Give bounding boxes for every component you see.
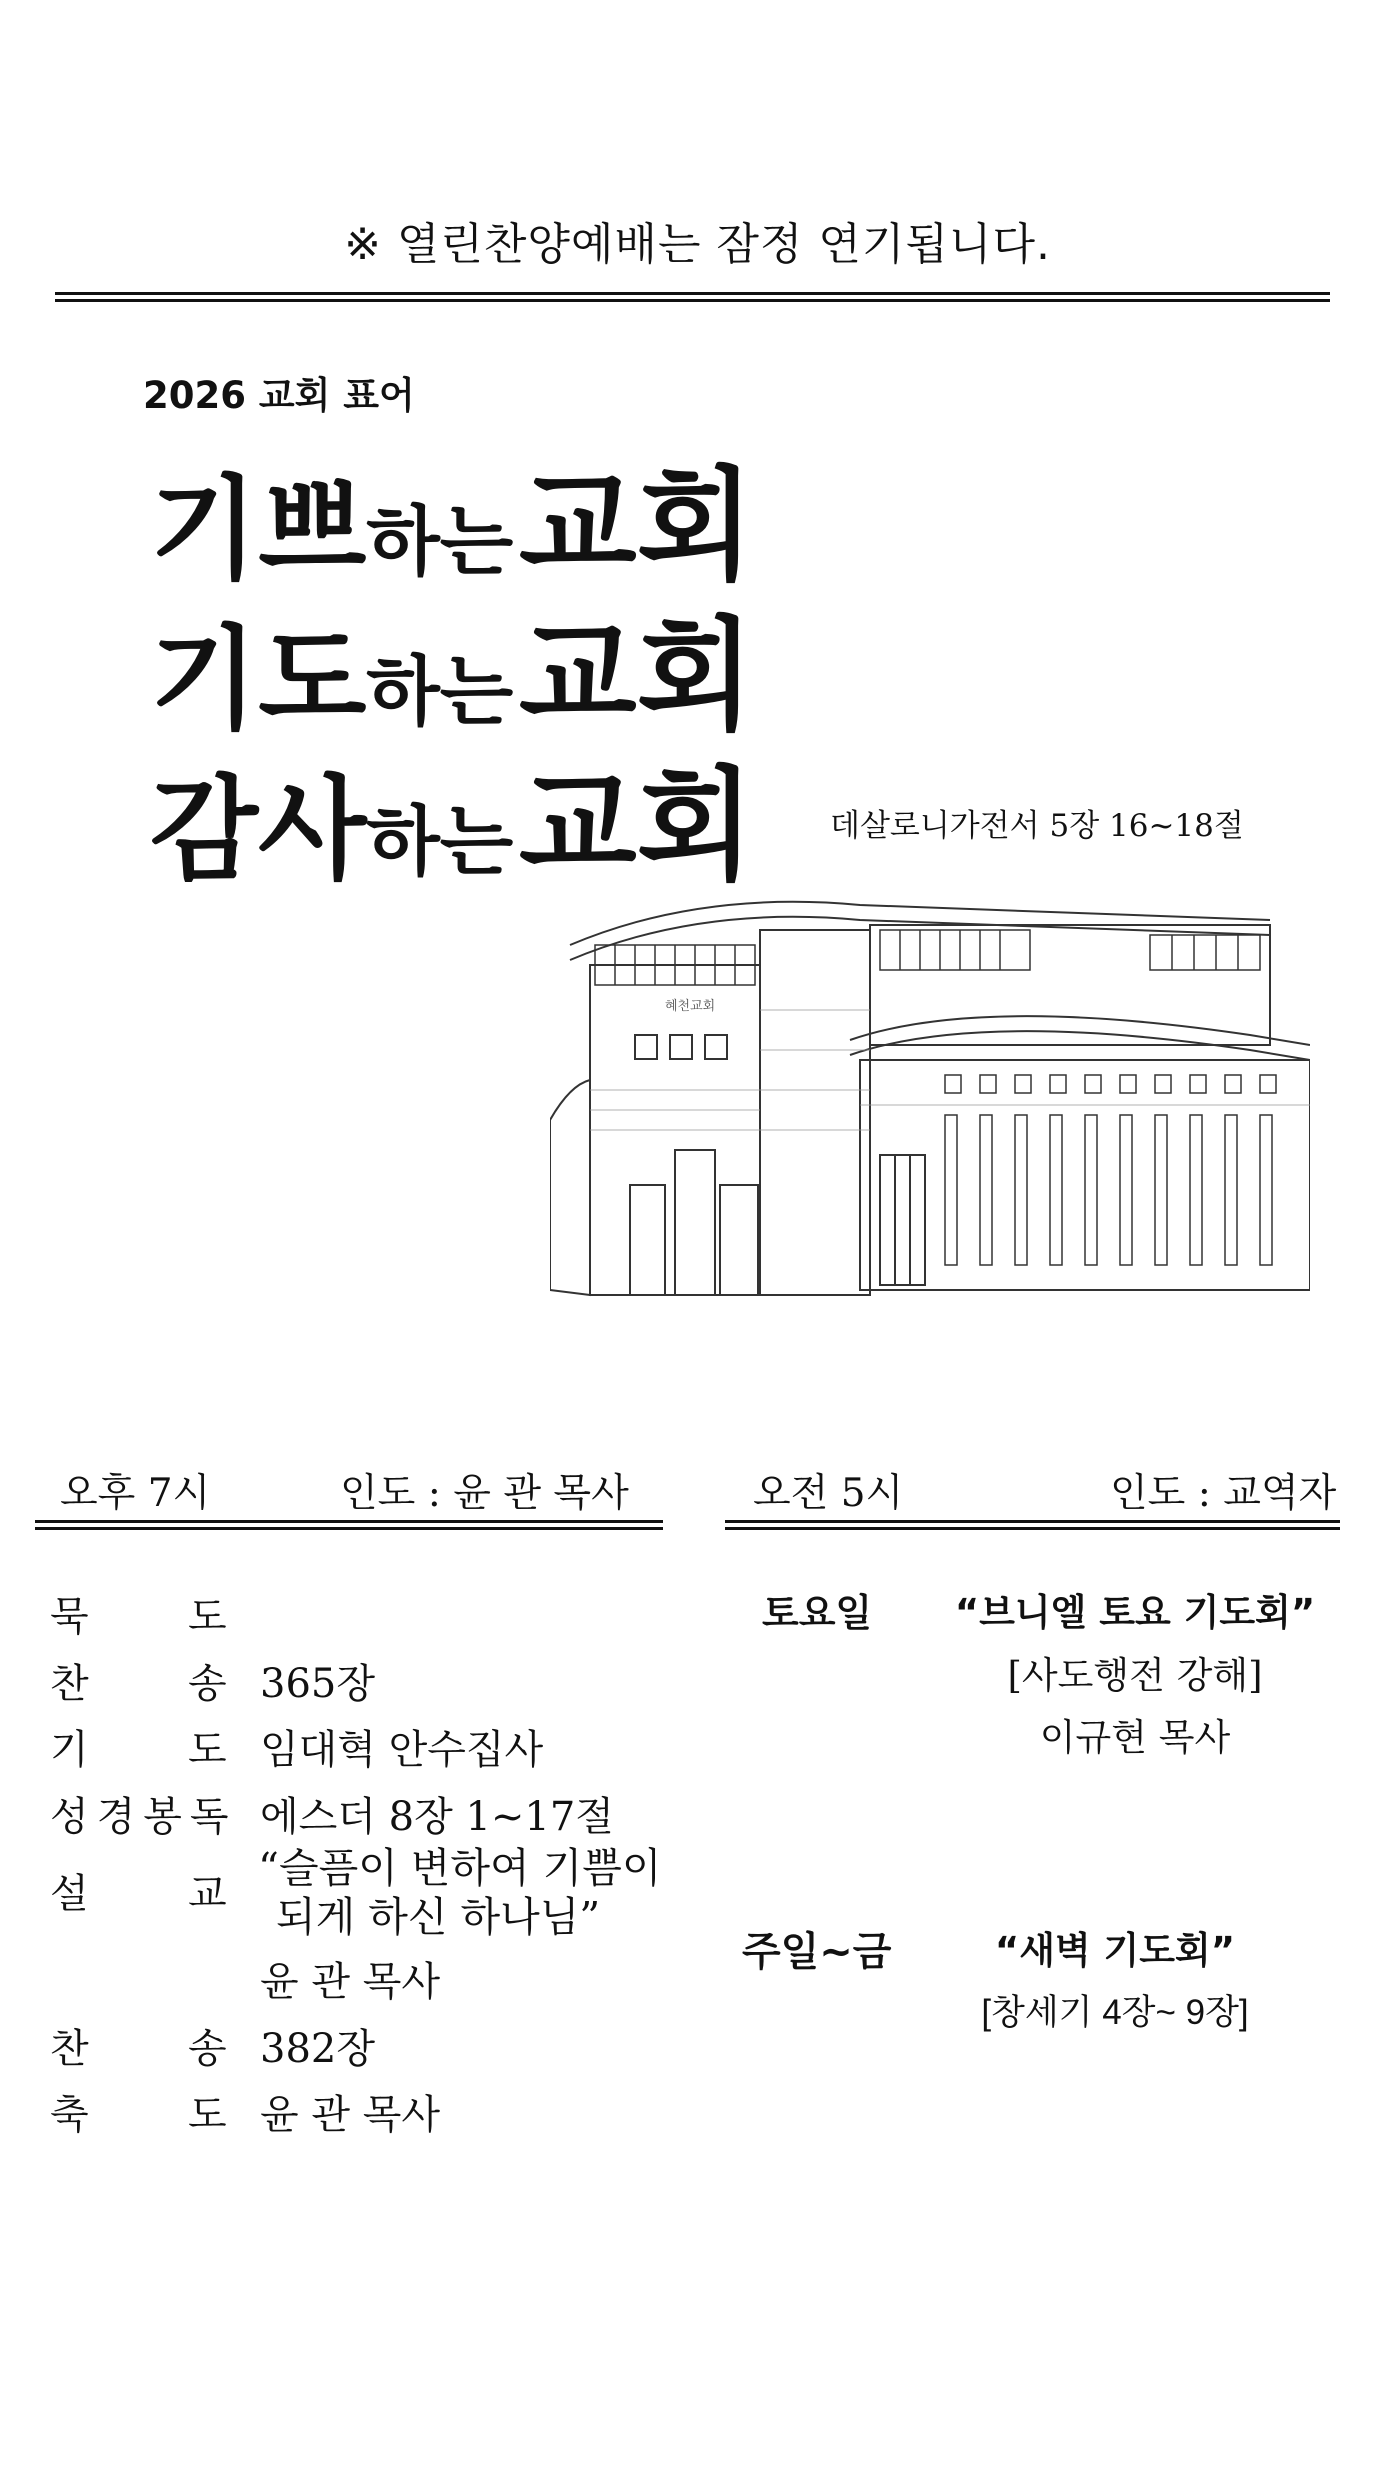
morning-divider <box>725 1520 1340 1523</box>
saturday-title: “브니엘 토요 기도회” <box>954 1591 1316 1634</box>
label-char: 교 <box>188 1871 227 1917</box>
weekday-label: 주일~금 <box>742 1929 892 1975</box>
label-char: 설 <box>50 1871 89 1917</box>
morning-leader: 인도 : 교역자 <box>1110 1471 1337 1516</box>
saturday-label: 토요일 <box>762 1591 873 1635</box>
motto-word: 교회 <box>518 453 755 597</box>
motto-word: 감사 <box>150 764 367 895</box>
order-label-prayer <box>50 1718 89 1775</box>
order-label-prayer-end <box>188 1718 227 1775</box>
order-label-scripture <box>50 1785 229 1842</box>
order-label-sermon <box>50 1862 89 1919</box>
order-label-hymn-2-end <box>188 2017 227 2074</box>
order-value-prayer: 임대혁 안수집사 <box>260 1727 544 1773</box>
label-char: 도 <box>188 1727 227 1773</box>
motto-word: 기도 <box>150 614 367 745</box>
motto-year-label: 2026 교회 표어 <box>143 374 415 417</box>
label-char: 성 <box>50 1794 89 1840</box>
order-value-sermon-title: “슬픔이 변하여 기쁨이 <box>258 1844 662 1892</box>
motto-word: 교회 <box>518 753 755 897</box>
motto-verse: 데살로니가전서 5장 16~18절 <box>830 808 1244 844</box>
order-label-sermon-end <box>188 1862 227 1919</box>
church-illustration <box>550 890 1310 1310</box>
top-divider-2 <box>55 299 1330 302</box>
morning-divider-2 <box>725 1527 1340 1530</box>
label-char: 송 <box>188 1661 227 1707</box>
label-char: 송 <box>188 2026 227 2072</box>
order-label-benediction <box>50 2083 89 2140</box>
motto-word: 하는 <box>366 497 514 586</box>
church-sign: 혜천교회 <box>665 999 716 1014</box>
motto-line-1 <box>150 428 755 603</box>
order-value-scripture: 에스더 8장 1~17절 <box>260 1794 614 1840</box>
order-label-silent-prayer <box>50 1585 89 1642</box>
top-divider <box>55 292 1330 295</box>
saturday-speaker: 이규현 목사 <box>1039 1716 1231 1759</box>
motto-line-3 <box>150 728 755 903</box>
label-char: 찬 <box>50 1661 89 1707</box>
order-value-sermon-title-2: 되게 하신 하나님” <box>276 1893 601 1941</box>
order-label-hymn-1-end <box>188 1652 227 1709</box>
label-char: 묵 <box>50 1594 89 1640</box>
label-char: 기 <box>50 1727 89 1773</box>
evening-divider-2 <box>35 1527 663 1530</box>
morning-time: 오전 5시 <box>753 1471 904 1516</box>
label-char: 봉 <box>143 1794 182 1840</box>
order-value-hymn-1: 365장 <box>260 1661 375 1707</box>
order-label-silent-prayer-end <box>188 1585 227 1642</box>
saturday-subtitle: [사도행전 강해] <box>1007 1654 1263 1697</box>
order-label-hymn-2 <box>50 2017 89 2074</box>
label-char: 축 <box>50 2092 89 2138</box>
order-value-sermon-preacher: 윤 관 목사 <box>260 1959 440 2005</box>
order-label-hymn-1 <box>50 1652 89 1709</box>
weekday-subtitle: [창세기 4장~ 9장] <box>981 1993 1249 2032</box>
motto-word: 하는 <box>366 797 514 886</box>
motto-line-2 <box>150 578 755 753</box>
order-label-benediction-end <box>188 2083 227 2140</box>
label-char: 경 <box>96 1794 136 1840</box>
evening-leader: 인도 : 윤 관 목사 <box>340 1471 629 1516</box>
evening-divider <box>35 1520 663 1523</box>
order-value-hymn-2: 382장 <box>260 2026 375 2072</box>
motto-word: 기쁘 <box>150 464 367 595</box>
notice-text: ※ 열린찬양예배는 잠정 연기됩니다. <box>344 219 1051 270</box>
label-char: 독 <box>189 1794 229 1840</box>
label-char: 도 <box>188 1594 227 1640</box>
order-value-benediction: 윤 관 목사 <box>260 2092 440 2138</box>
evening-time: 오후 7시 <box>60 1471 211 1516</box>
motto-word: 하는 <box>366 647 514 736</box>
weekday-title: “새벽 기도회” <box>994 1929 1236 1972</box>
motto-word: 교회 <box>518 603 755 747</box>
label-char: 찬 <box>50 2026 89 2072</box>
label-char: 도 <box>188 2092 227 2138</box>
